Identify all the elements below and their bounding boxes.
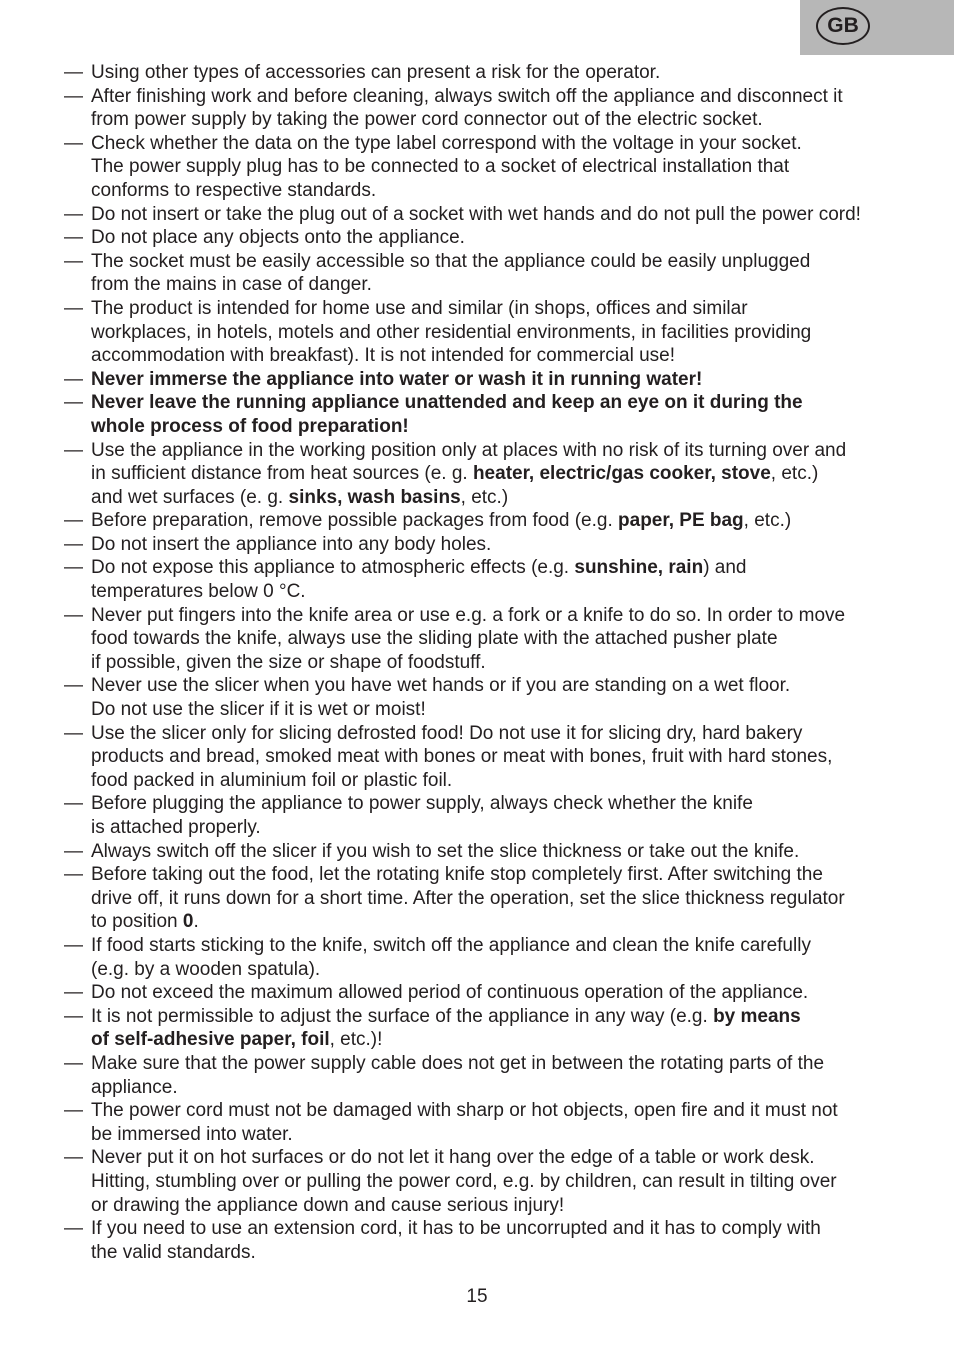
- item-text: Do not expose this appliance to atmospheric effects (e.g.: [91, 557, 575, 579]
- dash-bullet: —: [64, 840, 83, 862]
- item-text: If food starts sticking to the knife, switch off the appliance and clean the knife carefully (e.g. by a wooden spatula).: [91, 934, 811, 980]
- emphasis-text: 0: [182, 911, 194, 933]
- dash-bullet: —: [64, 203, 83, 225]
- dash-bullet: —: [64, 934, 83, 956]
- list-item: [64, 226, 910, 250]
- item-text: Before plugging the appliance to power supply, always check whether the knife is attached properly.: [91, 793, 753, 838]
- list-item: [64, 863, 910, 934]
- dash-bullet: —: [64, 439, 83, 461]
- item-text: Never use the slicer when you have wet hands or if you are standing on a wet floor. Do not use the slicer if it is wet or moist!: [91, 675, 791, 721]
- dash-bullet: —: [64, 722, 83, 744]
- list-item: [64, 439, 910, 510]
- item-text: Using other types of accessories can present a risk for the operator.: [91, 62, 661, 83]
- emphasis-text: by means of self-adhesive paper, foil: [91, 1005, 801, 1051]
- item-text: , etc.)!: [329, 1029, 383, 1051]
- list-item: [64, 792, 910, 839]
- list-item: [64, 840, 910, 864]
- page-number: 15: [466, 1286, 488, 1307]
- item-text: Do not insert the appliance into any body holes.: [91, 533, 492, 555]
- dash-bullet: —: [64, 864, 83, 886]
- list-item: [64, 85, 910, 132]
- dash-bullet: —: [64, 604, 83, 626]
- list-item: [64, 533, 910, 557]
- emphasis-text: sunshine, rain: [574, 557, 704, 579]
- dash-bullet: —: [64, 675, 83, 697]
- item-text: Use the slicer only for slicing defrosted food! Do not use it for slicing dry, hard bakery products and bread, smoked meat with bones or meat with bones, fruit with hard stones, food packed in aluminium foil or plastic foil.: [91, 722, 833, 791]
- list-item: [64, 368, 910, 392]
- list-item: [64, 1146, 910, 1217]
- item-text: Do not place any objects onto the appliance.: [91, 227, 465, 249]
- item-text: Never put it on hot surfaces or do not let it hang over the edge of a table or work desk. Hitting, stumbling over or pulling the power cord, e.g. by children, can result in tilting over or drawing the appliance down and cause serious injury!: [91, 1147, 837, 1216]
- list-item: [64, 604, 910, 675]
- dash-bullet: —: [64, 1052, 83, 1074]
- safety-instructions-list: [64, 61, 910, 1264]
- list-item: [64, 981, 910, 1005]
- emphasis-text: paper, PE bag: [618, 510, 744, 532]
- dash-bullet: —: [64, 533, 83, 555]
- dash-bullet: —: [64, 62, 83, 83]
- dash-bullet: —: [64, 1218, 83, 1240]
- list-item: [64, 132, 910, 203]
- emphasis-text: sinks, wash basins: [288, 486, 461, 508]
- list-item: [64, 391, 910, 438]
- list-item: [64, 1052, 910, 1099]
- emphasis-text: Never leave the running appliance unattended and keep an eye on it during the whole process of food preparation!: [91, 392, 803, 437]
- language-badge: GB: [816, 7, 870, 45]
- emphasis-text: heater, electric/gas cooker, stove: [472, 463, 771, 485]
- item-text: Before taking out the food, let the rotating knife stop completely first. After switching the drive off, it runs down for a short time. After the operation, set the slice thickness regulator to position: [91, 864, 845, 933]
- list-item: [64, 509, 910, 533]
- dash-bullet: —: [64, 85, 83, 107]
- dash-bullet: —: [64, 793, 83, 815]
- dash-bullet: —: [64, 510, 83, 532]
- item-text: The product is intended for home use and similar (in shops, offices and similar workplaces, in hotels, motels and other residential environments, in facilities providing accommodation with breakfast). It is not intended for commercial use!: [91, 297, 812, 367]
- dash-bullet: —: [64, 392, 83, 414]
- list-item: [64, 934, 910, 981]
- item-text: Use the appliance in the working position only at places with no risk of its turning over and in sufficient distance from heat sources (e. g.: [91, 439, 847, 485]
- item-text: , etc.) and wet surfaces (e. g.: [91, 463, 819, 508]
- list-item: [64, 1099, 910, 1146]
- dash-bullet: —: [64, 250, 83, 272]
- item-text: Always switch off the slicer if you wish to set the slice thickness or take out the knife.: [91, 840, 800, 862]
- item-text: It is not permissible to adjust the surface of the appliance in any way (e.g.: [91, 1005, 714, 1027]
- item-text: , etc.): [743, 510, 792, 532]
- dash-bullet: —: [64, 557, 83, 579]
- language-tab: [800, 0, 954, 55]
- item-text: If you need to use an extension cord, it has to be uncorrupted and it has to comply with the valid standards.: [91, 1218, 821, 1263]
- item-text: Make sure that the power supply cable does not get in between the rotating parts of the appliance.: [91, 1052, 825, 1098]
- item-text: Never put fingers into the knife area or use e.g. a fork or a knife to do so. In order to move food towards the knife, always use the sliding plate with the attached pusher plate if possible, given the size or shape of foodstuff.: [91, 604, 846, 673]
- item-text: Check whether the data on the type label correspond with the voltage in your socket. The power supply plug has to be connected to a socket of electrical installation that conforms to respective standards.: [91, 132, 802, 201]
- item-text: Do not insert or take the plug out of a socket with wet hands and do not pull the power cord!: [91, 203, 861, 225]
- list-item: [64, 1217, 910, 1264]
- list-item: [64, 722, 910, 793]
- list-item: [64, 556, 910, 603]
- item-text: .: [193, 911, 199, 933]
- item-text: After finishing work and before cleaning, always switch off the appliance and disconnect it from power supply by taking the power cord connector out of the electric socket.: [91, 85, 843, 131]
- dash-bullet: —: [64, 1147, 83, 1169]
- list-item: [64, 250, 910, 297]
- dash-bullet: —: [64, 297, 83, 319]
- emphasis-text: Never immerse the appliance into water or wash it in running water!: [91, 368, 703, 390]
- dash-bullet: —: [64, 1100, 83, 1122]
- dash-bullet: —: [64, 982, 83, 1004]
- dash-bullet: —: [64, 227, 83, 249]
- item-text: Do not exceed the maximum allowed period of continuous operation of the appliance.: [91, 982, 809, 1004]
- dash-bullet: —: [64, 368, 83, 390]
- list-item: [64, 674, 910, 721]
- item-text: Before preparation, remove possible packages from food (e.g.: [91, 510, 619, 532]
- list-item: [64, 203, 910, 227]
- item-text: The power cord must not be damaged with sharp or hot objects, open fire and it must not be immersed into water.: [91, 1100, 838, 1145]
- dash-bullet: —: [64, 1005, 83, 1027]
- item-text: The socket must be easily accessible so that the appliance could be easily unplugged from the mains in case of danger.: [91, 250, 811, 296]
- list-item: [64, 61, 910, 85]
- item-text: , etc.): [460, 486, 509, 508]
- dash-bullet: —: [64, 132, 83, 154]
- list-item: [64, 1005, 910, 1052]
- item-text: ) and temperatures below 0 °C.: [91, 557, 747, 603]
- list-item: [64, 297, 910, 368]
